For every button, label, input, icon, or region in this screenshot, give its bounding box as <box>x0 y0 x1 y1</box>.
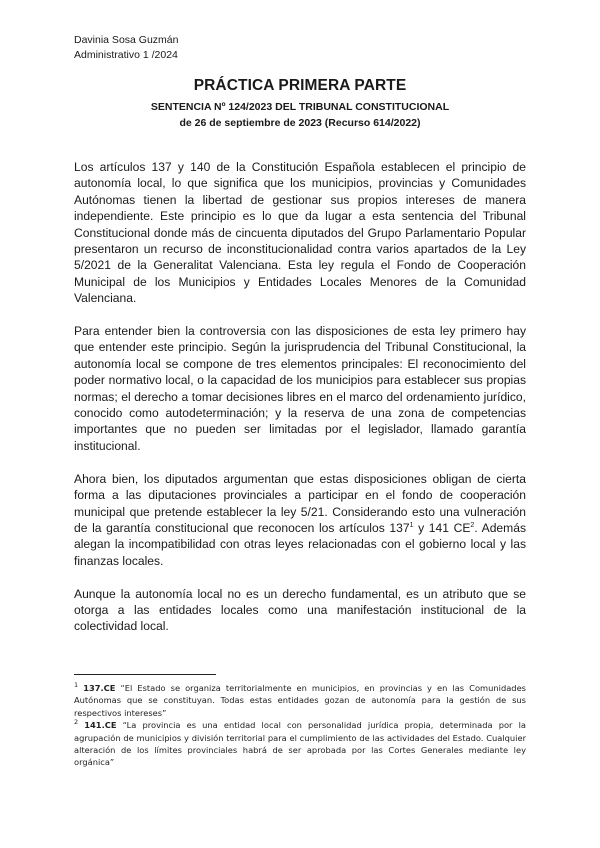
footnote-text: “El Estado se organiza territorialmente en municipios, en provincias y en las Comunidades Autónomas que se constituyan. Todas estas entidades gozan de autonomía para la gestión de sus respectivos intereses” <box>74 683 526 718</box>
course-label: Administrativo 1 /2024 <box>74 49 178 61</box>
paragraph-3-part-b: y 141 CE <box>413 520 471 535</box>
footnote-2 <box>74 719 526 769</box>
footnotes <box>74 682 526 769</box>
paragraph-3 <box>74 471 526 569</box>
footnote-ref-1[interactable]: 1 <box>409 521 414 529</box>
footnote-1 <box>74 682 526 719</box>
paragraph-4: Aunque la autonomía local no es un derecho fundamental, es un atributo que se otorga a las entidades locales como una manifestación institucional de la colectividad local. <box>74 586 526 634</box>
paragraph-3-part-a: Ahora bien, los diputados argumentan que estas disposiciones obligan de cierta forma a las diputaciones provinciales a participar en el fondo de cooperación municipal que pretende establecer la ley 5/21. Considerando esto una vulneración de la garantía constitucional que reconocen los artículos 137 <box>74 471 526 535</box>
footnote-mark: 2 <box>74 718 79 727</box>
subtitle <box>0 99 600 131</box>
footnote-ref-article: 141.CE <box>84 720 117 731</box>
footnote-ref-2[interactable]: 2 <box>470 521 475 529</box>
paragraph-1: Los artículos 137 y 140 de la Constitución Española establecen el principio de autonomía local, lo que significa que los municipios, provincias y Comunidades Autónomas tienen la libertad de gestionar sus propios intereses de manera independiente. Este principio es lo que da lugar a esta sentencia del Tribunal Constitucional donde más de cincuenta diputados del Grupo Parlamentario Popular presentaron un recurso de inconstitucionalidad contra varios apartados de la Ley 5/2021 de la Generalitat Valenciana. Esta ley regula el Fondo de Cooperación Municipal de los Municipios y Entidades Locales Menores de la Comunidad Valenciana. <box>74 160 526 306</box>
subtitle-line-2: de 26 de septiembre de 2023 (Recurso 614/2022) <box>179 117 421 129</box>
document-body <box>74 159 526 651</box>
footnote-mark: 1 <box>74 681 79 690</box>
paragraph-3-part-c: . Además alegan la incompatibilidad con otras leyes relacionadas con el gobierno local y las finanzas locales. <box>74 520 527 568</box>
page-title: PRÁCTICA PRIMERA PARTE <box>193 77 407 94</box>
subtitle-line-1: SENTENCIA Nº 124/2023 DEL TRIBUNAL CONSTITUCIONAL <box>150 101 450 113</box>
footnote-text: “La provincia es una entidad local con personalidad jurídica propia, determinada por la agrupación de municipios y división territorial para el cumplimiento de las actividades del Estado. Cualquier alteración de los límites provinciales habrá de ser aprobada por las Cortes Generales mediante ley orgánica” <box>74 720 526 768</box>
footnote-separator <box>74 674 216 675</box>
paragraph-2: Para entender bien la controversia con las disposiciones de esta ley primero hay que entender este principio. Según la jurisprudencia del Tribunal Constitucional, la autonomía local se compone de tres elementos principales: El reconocimiento del poder normativo local, o la capacidad de los municipios para establecer sus propias normas; el derecho a tomar decisiones libres en el marco del ordenamiento jurídico, conocido como autodeterminación; y la reserva de una zona de competencias importantes que no pueden ser limitadas por el legislador, llamado garantía institucional. <box>74 324 526 453</box>
author-block <box>74 33 178 63</box>
footnote-ref-article: 137.CE <box>83 683 116 693</box>
author-name: Davinia Sosa Guzmán <box>74 34 179 46</box>
